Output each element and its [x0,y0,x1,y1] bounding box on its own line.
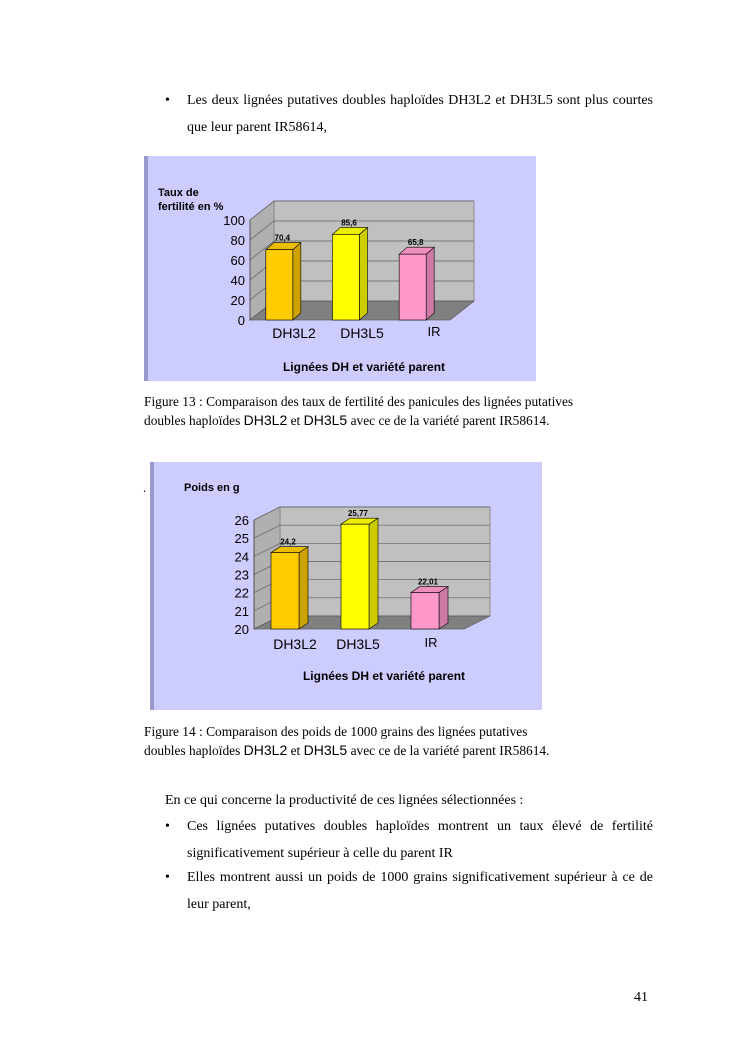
caption-line [144,741,664,760]
y-axis-title: Poids en g [184,482,240,494]
x-category-label: IR [427,324,441,339]
bar-value-label: 70,4 [274,233,291,243]
caption-text: doubles haploïdes [144,743,244,758]
bar-ir [399,247,434,320]
bar-value-label: 65,8 [407,238,424,248]
x-axis-title: Lignées DH et variété parent [302,669,466,683]
bar-value-label: 85,6 [341,218,357,228]
caption-text: et [287,743,304,758]
caption-line: Figure 13 : Comparaison des taux de fertilité des panicules des lignées putatives [144,394,574,409]
bar-front [333,234,360,320]
bullet-text: Ces lignées putatives doubles haploïdes montrent un taux élevé de fertilité significativement supérieur à celle du parent IR [187,819,653,861]
bullet-item [165,87,653,141]
x-axis-title: Lignées DH et variété parent [282,360,446,374]
panel-edge [150,462,154,710]
y-tick-label: 40 [230,273,245,288]
caption-text: avec ce de la variété parent IR58614. [347,413,550,428]
y-tick-label: 20 [234,622,249,637]
weight-chart-panel [150,462,542,710]
caption-text: avec ce de la variété parent IR58614. [347,743,550,758]
y-tick-label: 0 [237,313,245,328]
bar-ir [411,586,448,629]
y-tick-label: 20 [230,293,245,308]
bar-front [399,254,426,320]
figure-13-caption [144,392,664,430]
bullet-mark: • [165,870,170,885]
bar-side [360,227,368,320]
bar-value-label: 22,01 [417,577,439,587]
y-tick-label: 100 [223,213,245,228]
caption-text: et [287,413,304,428]
caption-line-name: DH3L5 [303,742,348,758]
y-tick-label: 23 [234,567,249,583]
bar-side [369,518,378,629]
y-tick-label: 21 [234,603,249,619]
bullet-mark: • [165,93,170,108]
x-category-label: DH3L5 [336,636,380,652]
bar-front [341,524,369,629]
fertility-bar-chart [144,156,536,381]
bullet-item [165,864,653,918]
bar-side [426,247,434,320]
caption-line-name: DH3L2 [243,742,288,758]
page-number: 41 [634,990,648,1005]
x-category-label: DH3L2 [273,636,317,652]
bullet-mark: • [165,819,170,834]
bar-side [439,586,448,629]
fertility-chart-panel [144,156,536,381]
bullet-item [165,813,653,867]
bar-front [411,592,439,629]
bullet-text: Elles montrent aussi un poids de 1000 grains significativement supérieur à ce de leur parent, [187,870,653,912]
bar-front [266,250,293,320]
bar-front [271,553,299,629]
stray-dot: . [143,480,147,495]
bar-value-label: 24,2 [280,537,296,547]
bar-side [299,547,308,629]
bar-dh3l5 [341,518,378,629]
y-tick-label: 24 [234,549,249,565]
bar-dh3l2 [266,243,301,320]
caption-text: doubles haploïdes [144,413,244,428]
y-tick-label: 22 [234,585,249,601]
bar-value-label: 25,77 [347,509,369,519]
y-axis-title: fertilité en % [158,201,224,213]
bar-side [293,243,301,320]
caption-line: Figure 14 : Comparaison des poids de 1000 grains des lignées putatives [144,724,528,739]
x-category-label: DH3L5 [340,325,384,341]
bar-dh3l5 [333,227,368,320]
caption-line-name: DH3L2 [243,412,288,428]
figure-14-caption [144,722,664,760]
bar-dh3l2 [271,547,308,629]
caption-line [144,411,664,430]
caption-line-name: DH3L5 [303,412,348,428]
y-axis-title: Taux de [158,187,199,199]
x-category-label: IR [424,635,438,650]
y-tick-label: 26 [234,513,249,528]
x-category-label: DH3L2 [272,325,316,341]
bullet-text: Les deux lignées putatives doubles haploïdes DH3L2 et DH3L5 sont plus courtes que leur parent IR58614, [187,93,653,135]
chart-back-wall [274,201,474,301]
y-tick-label: 60 [230,253,245,268]
weight-bar-chart [150,462,542,710]
y-tick-label: 80 [230,233,245,248]
y-tick-label: 25 [234,531,249,547]
panel-edge [144,156,148,381]
intro-paragraph: En ce qui concerne la productivité de ces lignées sélectionnées : [165,793,524,808]
